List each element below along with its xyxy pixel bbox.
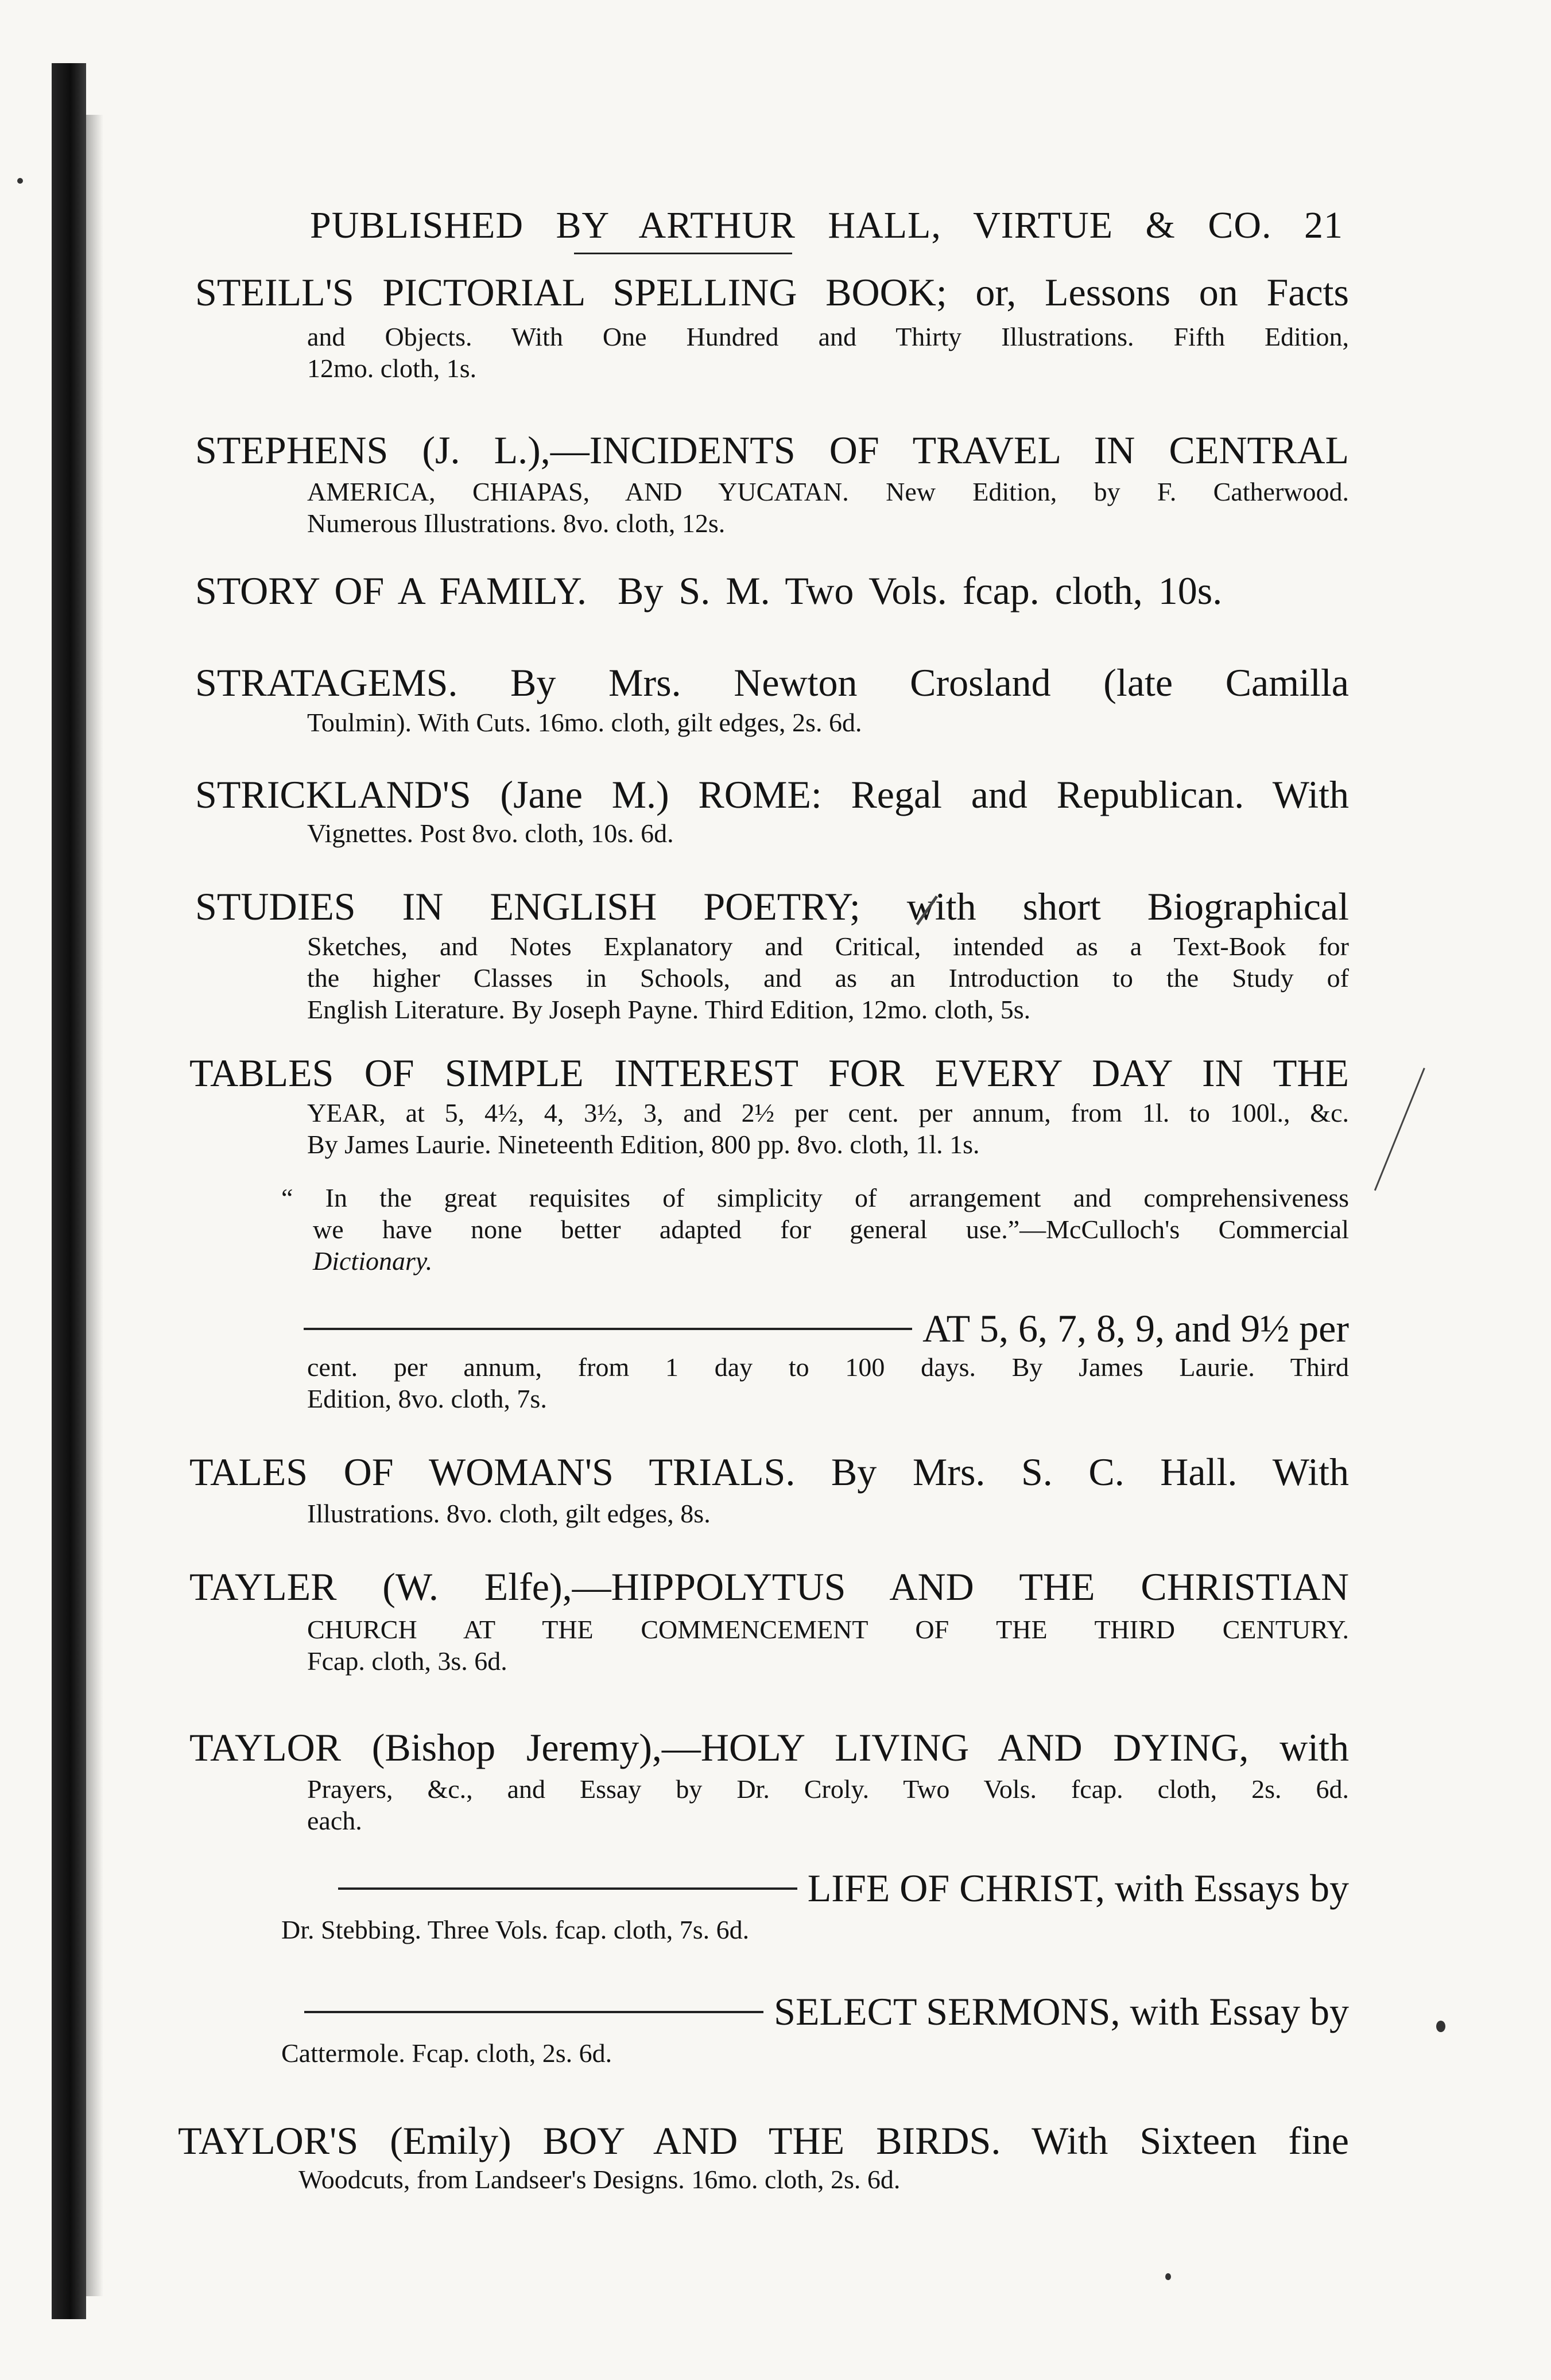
entry-detail-line: and Objects. With One Hundred and Thirty Illustrations. Fifth Edition, [307, 322, 1349, 351]
ink-blot [1436, 2021, 1445, 2032]
entry-detail-line: YEAR, at 5, 4½, 4, 3½, 3, and 2½ per cent. per annum, from 1l. to 100l., &c. [307, 1098, 1349, 1127]
entry-heading: TAYLOR (Bishop Jeremy),—HOLY LIVING AND DYING, with [189, 1726, 1350, 1769]
entry-heading: STORY OF A FAMILY. By S. M. Two Vols. fcap. cloth, 10s. [195, 569, 1223, 613]
entry-detail-line: the higher Classes in Schools, and as an Introduction to the Study of [307, 963, 1349, 993]
entry-heading: SELECT SERMONS, with Essay by [184, 1989, 1349, 2034]
entry-detail-line: By James Laurie. Nineteenth Edition, 800 pp. 8vo. cloth, 1l. 1s. [307, 1130, 980, 1159]
entry-detail-line: Dr. Stebbing. Three Vols. fcap. cloth, 7s. 6d. [281, 1915, 750, 1944]
entry-heading: LIFE OF CHRIST, with Essays by [184, 1866, 1349, 1911]
entry-heading: AT 5, 6, 7, 8, 9, and 9½ per [189, 1306, 1349, 1351]
entry-heading: STRICKLAND'S (Jane M.) ROME: Regal and Republican. With [195, 773, 1349, 816]
entry-heading: TALES OF WOMAN'S TRIALS. By Mrs. S. C. Hall. With [189, 1450, 1349, 1494]
ink-dot [17, 178, 23, 184]
entry-heading: STUDIES IN ENGLISH POETRY; with short Biographical [195, 885, 1350, 928]
ditto-dash [304, 2011, 763, 2013]
spine-edge-shading [86, 115, 103, 2296]
entry-detail-line: Fcap. cloth, 3s. 6d. [307, 1646, 507, 1676]
entry-heading: STRATAGEMS. By Mrs. Newton Crosland (late Camilla [195, 661, 1349, 704]
page-number: 21 [1304, 204, 1344, 246]
entry-detail-line: Prayers, &c., and Essay by Dr. Croly. Two Vols. fcap. cloth, 2s. 6d. [307, 1774, 1349, 1804]
entry-detail-line: 12mo. cloth, 1s. [307, 354, 477, 383]
header-title: PUBLISHED BY ARTHUR HALL, VIRTUE & CO. [310, 204, 1272, 246]
entry-heading: STEILL'S PICTORIAL SPELLING BOOK; or, Lessons on Facts [195, 270, 1349, 314]
entry-heading: TAYLOR'S (Emily) BOY AND THE BIRDS. With Sixteen fine [178, 2119, 1349, 2162]
entry-detail-line: Numerous Illustrations. 8vo. cloth, 12s. [307, 509, 726, 538]
header-rule [574, 253, 792, 254]
ink-dot [1165, 2273, 1171, 2280]
entry-detail-line: Sketches, and Notes Explanatory and Critical, intended as a Text-Book for [307, 932, 1349, 961]
entry-detail-line: each. [307, 1806, 362, 1835]
entry-detail-line: Edition, 8vo. cloth, 7s. [307, 1384, 547, 1413]
entry-detail-line: Vignettes. Post 8vo. cloth, 10s. 6d. [307, 819, 674, 848]
review-quote-line: we have none better adapted for general use.”—McCulloch's Commercial [313, 1215, 1349, 1244]
pencil-mark [1374, 1068, 1425, 1191]
ditto-dash [304, 1328, 912, 1330]
entry-heading: TABLES OF SIMPLE INTEREST FOR EVERY DAY IN THE [189, 1051, 1349, 1095]
entry-detail-line: cent. per annum, from 1 day to 100 days. By James Laurie. Third [307, 1352, 1349, 1382]
entry-detail-line: English Literature. By Joseph Payne. Third Edition, 12mo. cloth, 5s. [307, 995, 1031, 1024]
book-spine-shadow [52, 63, 86, 2319]
review-quote-line: Dictionary. [313, 1246, 433, 1276]
entry-detail-line: Woodcuts, from Landseer's Designs. 16mo. cloth, 2s. 6d. [298, 2165, 901, 2194]
entry-heading: TAYLER (W. Elfe),—HIPPOLYTUS AND THE CHRISTIAN [189, 1565, 1349, 1608]
entry-detail-line: Illustrations. 8vo. cloth, gilt edges, 8s. [307, 1499, 711, 1528]
entry-heading: STEPHENS (J. L.),—INCIDENTS OF TRAVEL IN CENTRAL [195, 428, 1349, 472]
running-header [310, 204, 1343, 247]
review-quote-line: “ In the great requisites of simplicity of arrangement and comprehensiveness [281, 1183, 1349, 1212]
ditto-dash [338, 1887, 797, 1890]
entry-detail-line: CHURCH AT THE COMMENCEMENT OF THE THIRD CENTURY. [307, 1615, 1349, 1644]
entry-detail-line: Toulmin). With Cuts. 16mo. cloth, gilt edges, 2s. 6d. [307, 708, 862, 737]
entry-detail-line: Cattermole. Fcap. cloth, 2s. 6d. [281, 2038, 612, 2068]
entry-detail-line: AMERICA, CHIAPAS, AND YUCATAN. New Edition, by F. Catherwood. [307, 477, 1350, 506]
